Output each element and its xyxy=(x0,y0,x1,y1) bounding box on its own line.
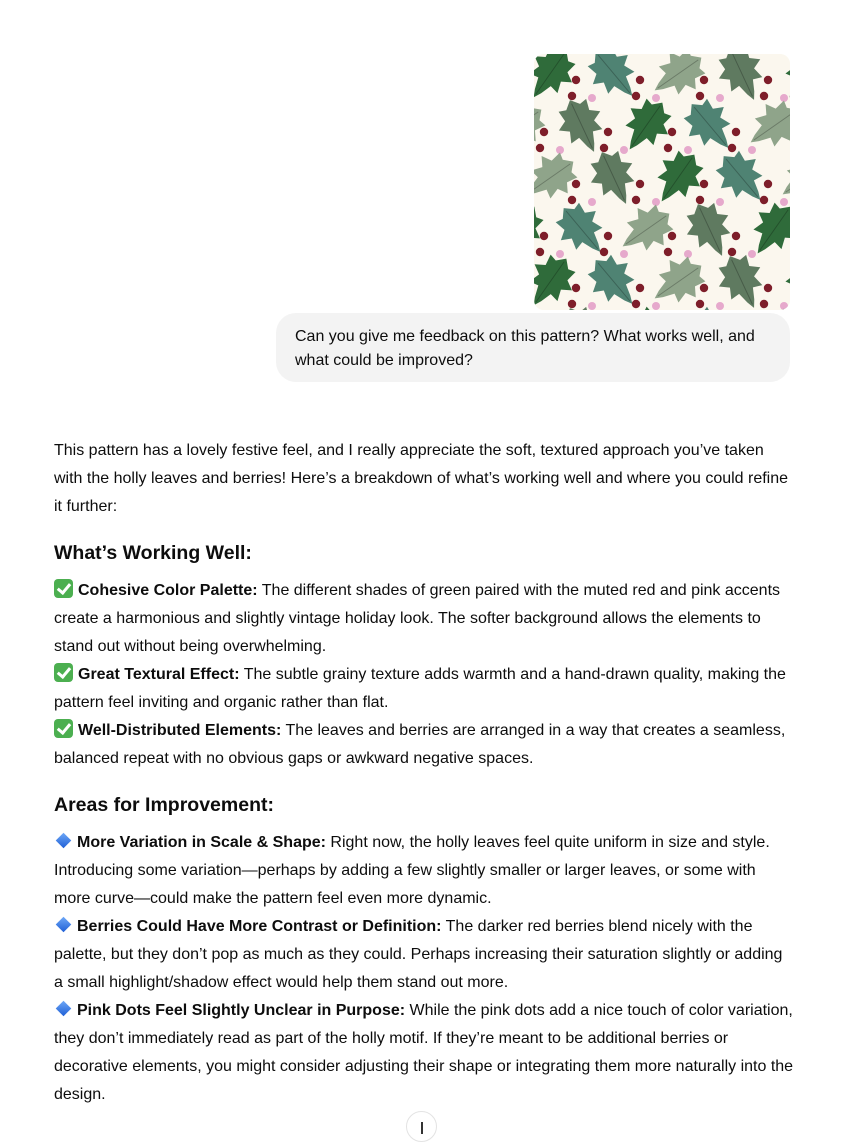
berry xyxy=(632,300,640,308)
item-title: Great Textural Effect: xyxy=(78,666,240,683)
pink-dot xyxy=(588,302,596,310)
berry xyxy=(760,196,768,204)
list-item xyxy=(54,829,794,913)
berry xyxy=(636,180,644,188)
check-mark-button-icon xyxy=(54,663,73,682)
berry xyxy=(572,76,580,84)
pink-dot xyxy=(716,198,724,206)
berry xyxy=(728,144,736,152)
item-title: Berries Could Have More Contrast or Definition: xyxy=(77,918,442,935)
berry xyxy=(568,92,576,100)
berry xyxy=(636,76,644,84)
berry xyxy=(668,128,676,136)
berry xyxy=(540,232,548,240)
berry xyxy=(700,284,708,292)
uploaded-pattern-image[interactable] xyxy=(534,54,790,310)
berry xyxy=(700,76,708,84)
berry xyxy=(604,232,612,240)
berry xyxy=(572,284,580,292)
list-item xyxy=(54,577,794,661)
berry xyxy=(540,128,548,136)
berry xyxy=(696,92,704,100)
pink-dot xyxy=(748,250,756,258)
berry xyxy=(536,144,544,152)
blue-diamond-icon xyxy=(56,917,72,933)
list-item xyxy=(54,717,794,773)
berry xyxy=(732,128,740,136)
berry xyxy=(600,144,608,152)
pink-dot xyxy=(684,146,692,154)
item-text: The darker red berries blend nicely with the palette, but they don’t pop as much as they could. Perhaps increasing their saturation slightly or adding a small highlight/shadow effect would help them stand out more. xyxy=(54,918,783,991)
item-text: The leaves and berries are arranged in a way that creates a seamless, balanced repeat with no obvious gaps or awkward negative spaces. xyxy=(54,722,786,767)
berry xyxy=(760,300,768,308)
berry xyxy=(632,92,640,100)
berry xyxy=(572,180,580,188)
berry xyxy=(760,92,768,100)
berry xyxy=(568,196,576,204)
blue-diamond-icon xyxy=(56,833,72,849)
holly-pattern xyxy=(534,54,790,310)
berry xyxy=(536,248,544,256)
user-message-text: Can you give me feedback on this pattern? What works well, and what could be improved? xyxy=(295,328,755,369)
list-item xyxy=(54,997,794,1109)
berry xyxy=(732,232,740,240)
list-item xyxy=(54,913,794,997)
item-title: Well-Distributed Elements: xyxy=(78,722,282,739)
berry xyxy=(600,248,608,256)
pink-dot xyxy=(780,198,788,206)
berry xyxy=(664,144,672,152)
assistant-intro: This pattern has a lovely festive feel, and I really appreciate the soft, textured approach you’ve taken with the holly leaves and berries! Here’s a breakdown of what’s working well and where you could refine it further: xyxy=(54,442,789,515)
pink-dot xyxy=(716,302,724,310)
item-title: Cohesive Color Palette: xyxy=(78,582,258,599)
pink-dot xyxy=(652,302,660,310)
check-mark-button-icon xyxy=(54,579,73,598)
working-well-heading: What’s Working Well: xyxy=(54,542,252,564)
pink-dot xyxy=(556,250,564,258)
list-item xyxy=(54,661,794,717)
check-mark-button-icon xyxy=(54,719,73,738)
berry xyxy=(568,300,576,308)
berry xyxy=(700,180,708,188)
pink-dot xyxy=(620,146,628,154)
berry xyxy=(764,284,772,292)
item-text: The subtle grainy texture adds warmth and a hand-drawn quality, making the pattern feel inviting and organic rather than flat. xyxy=(54,666,786,711)
pink-dot xyxy=(588,198,596,206)
pink-dot xyxy=(748,146,756,154)
working-well-list xyxy=(54,577,794,773)
areas-for-improvement-heading: Areas for Improvement: xyxy=(54,794,274,816)
berry xyxy=(604,128,612,136)
improvement-list xyxy=(54,829,794,1109)
blue-diamond-icon xyxy=(56,1001,72,1017)
scroll-to-bottom-button[interactable] xyxy=(406,1111,437,1142)
berry xyxy=(764,180,772,188)
pink-dot xyxy=(652,94,660,102)
item-title: More Variation in Scale & Shape: xyxy=(77,834,326,851)
berry xyxy=(636,284,644,292)
berry xyxy=(668,232,676,240)
user-message-bubble xyxy=(276,313,790,382)
berry xyxy=(696,196,704,204)
pink-dot xyxy=(588,94,596,102)
item-text: The different shades of green paired with the muted red and pink accents create a harmonious and slightly vintage holiday look. The softer background allows the elements to stand out without being overwhelming. xyxy=(54,582,781,655)
assistant-message xyxy=(54,437,794,1109)
berry xyxy=(764,76,772,84)
berry xyxy=(664,248,672,256)
berry xyxy=(728,248,736,256)
pink-dot xyxy=(716,94,724,102)
item-title: Pink Dots Feel Slightly Unclear in Purpose: xyxy=(77,1002,406,1019)
item-text: While the pink dots add a nice touch of color variation, they don’t immediately read as part of the holly motif. If they’re meant to be additional berries or decorative elements, you might consider adjusting their shape or integrating them more naturally into the design. xyxy=(54,1002,794,1103)
pink-dot xyxy=(620,250,628,258)
berry xyxy=(632,196,640,204)
item-text: Right now, the holly leaves feel quite uniform in size and style. Introducing some variation—perhaps by adding a few slightly smaller or larger leaves, or some with more curve—could make the pattern feel even more dynamic. xyxy=(54,834,770,907)
berry xyxy=(696,300,704,308)
